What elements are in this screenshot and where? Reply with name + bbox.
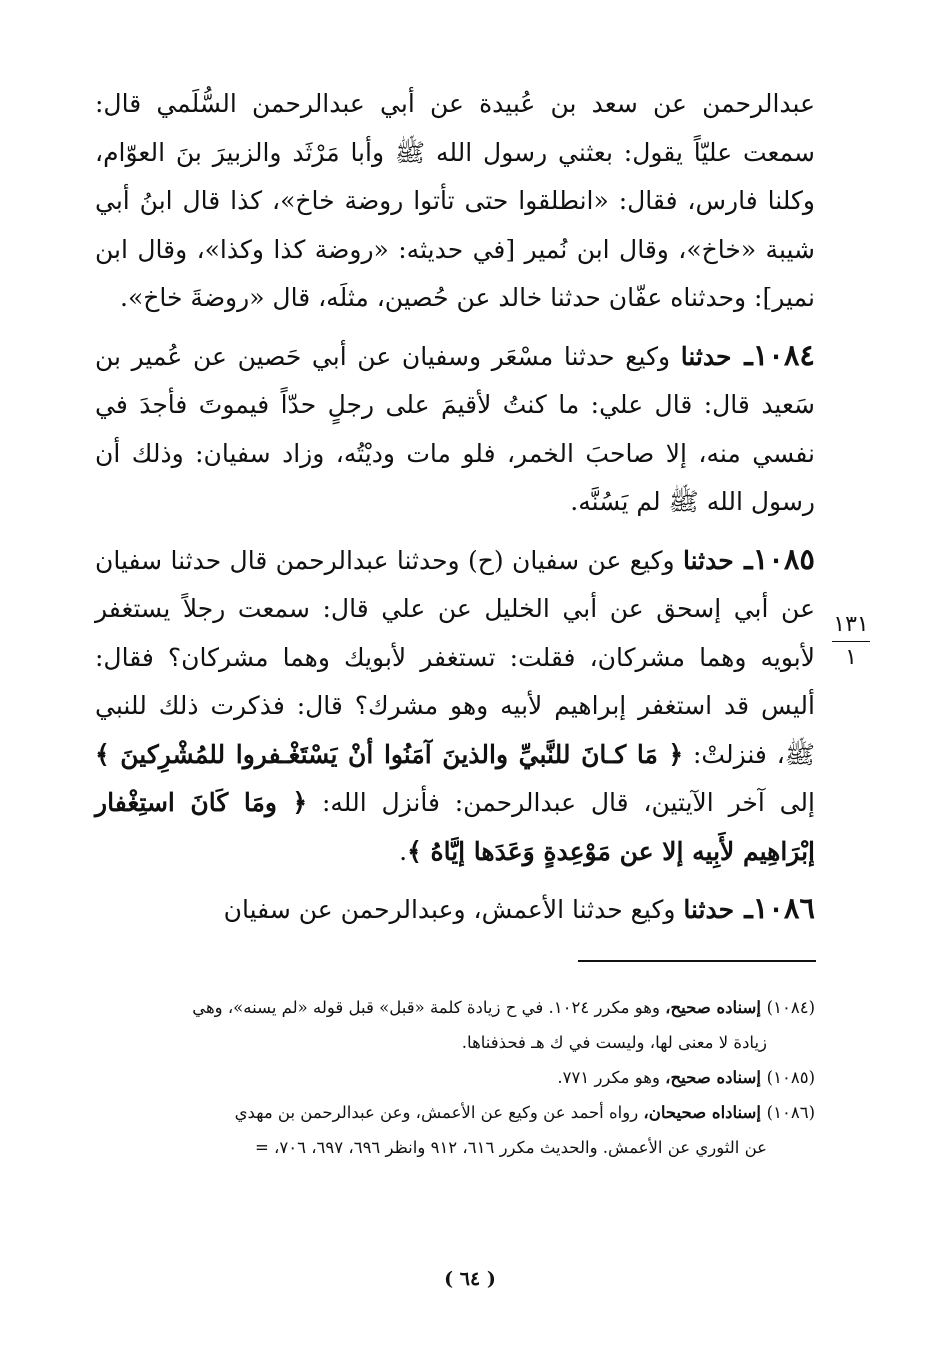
margin-page: ١ — [845, 645, 857, 670]
footnotes — [100, 990, 815, 1165]
intro-paragraph: عبدالرحمن عن سعد بن عُبيدة عن أبي عبدالرحمن السُّلَمي قال: سمعت عليّاً يقول: بعثني رسول الله ﷺ وأبا مَرْثَد والزبيرَ بنَ العوّام، وكلنا فارس، فقال: «انطلقوا حتى تأتوا روضة خاخ»، كذا قال ابنُ أبي شيبة «خاخ»، وقال ابن نُمير [في حديثه: «روضة كذا وكذا»، وقال ابن نمير]: وحدثناه عفّان حدثنا خالد عن حُصين، مثلَه، قال «روضةَ خاخ». — [95, 89, 815, 312]
margin-reference — [826, 612, 876, 671]
footnote-text: رواه أحمد عن وكيع عن الأعمش، وعن عبدالرحمن بن مهدي — [234, 1103, 644, 1122]
footnote-ref: (١٠٨٥) — [766, 1068, 815, 1087]
footnote-ref: (١٠٨٤) — [766, 998, 815, 1017]
quran-verse-2: ﴿ ومَا كَانَ استِغْفار إبْرَاهِيم لأَبِيه إلا عن مَوْعِدةٍ وَعَدَها إيَّاهُ ﴾ — [95, 788, 815, 866]
hadith-number: ١٠٨٦ — [752, 891, 815, 925]
hadith-number: ١٠٨٤ — [752, 337, 816, 372]
footnote-1084 — [100, 990, 815, 1060]
quran-verse-1: ﴿ مَا كـانَ للنَّبيِّ والذينَ آمَنُوا أنْ يَسْتَغْـفروا للمُشْرِكينَ ﴾ — [95, 739, 684, 769]
hadith-number: ١٠٨٥ — [752, 541, 815, 576]
footnote-grading: إسناده صحيح، — [665, 1068, 767, 1087]
hadith-text: وكيع عن سفيان (ح) وحدثنا عبدالرحمن قال حدثنا سفيان عن أبي إسحق عن أبي الخليل عن علي قال: سمعت رجلاً يستغفر لأبويه وهما مشركان، فقلت: تستغفر لأبويك وهما مشركان؟ فقال: أليس قد استغفر إبراهيم لأبيه وهو مشرك؟ قال: فذكرت ذلك للنبي ﷺ، فنزلتْ: — [95, 545, 815, 769]
footnote-text: وهو مكرر ١٠٢٤. في ح زيادة كلمة «قبل» قبل قوله «لم يسنه»، وهي — [192, 998, 666, 1017]
footnote-1085 — [100, 1060, 815, 1095]
margin-rule — [832, 641, 870, 642]
footnote-1086 — [100, 1095, 815, 1165]
hadith-text-continued: إلى آخر الآيتين، قال عبدالرحمن: فأنزل الله: — [307, 788, 815, 817]
footnote-continuation: عن الثوري عن الأعمش. والحديث مكرر ٦١٦، ٩١٢ وانظر ٦٩٦، ٦٩٧، ٧٠٦، = — [254, 1138, 767, 1157]
hadith-text: وكيع حدثنا الأعمش، وعبدالرحمن عن سفيان — [223, 895, 684, 924]
hadith-keyword: حدثنا — [680, 341, 732, 371]
hadith-1086: ١٠٨٦ـ حدثنا وكيع حدثنا الأعمش، وعبدالرحمن عن سفيان — [223, 891, 815, 925]
hadith-text: وكيع حدثنا مسْعَر وسفيان عن أبي حَصين عن عُمير بن سَعيد قال: قال علي: ما كنتُ لأقيمَ على رجلٍ حدّاً فيموتَ فأجدَ في نفسي منه، إلا صاحبَ الخمر، فلو مات وديْتُه، وزاد سفيان: وذلك أن رسول الله ﷺ لم يَسُنَّه. — [95, 341, 815, 516]
footnote-grading: إسناده صحيح، — [665, 998, 767, 1017]
footnote-divider — [578, 960, 816, 962]
footnote-grading: إسناداه صحيحان، — [643, 1103, 767, 1122]
hadith-keyword: حدثنا — [682, 545, 734, 575]
page-number: ( ٦٤ ) — [444, 1268, 496, 1290]
hadith-keyword: حدثنا — [683, 895, 735, 924]
hadith-1084: ١٠٨٤ـ حدثنا وكيع حدثنا مسْعَر وسفيان عن أبي حَصين عن عُمير بن سَعيد قال: قال علي: ما كنتُ لأقيمَ على رجلٍ حدّاً فيموتَ فأجدَ في نفسي منه، إلا صاحبَ الخمر، فلو مات وديْتُه، وزاد سفيان: وذلك أن رسول الله ﷺ لم يَسُنَّه. — [95, 337, 816, 516]
main-text — [95, 80, 815, 935]
footnote-continuation: زيادة لا معنى لها، وليست في ك هـ فحذفناها. — [461, 1033, 767, 1052]
footnote-ref: (١٠٨٦) — [766, 1103, 815, 1122]
margin-volume: ١٣١ — [833, 612, 869, 637]
hadith-1085: ١٠٨٥ـ حدثنا وكيع عن سفيان (ح) وحدثنا عبدالرحمن قال حدثنا سفيان عن أبي إسحق عن أبي الخليل عن علي قال: سمعت رجلاً يستغفر لأبويه وهما مشركان، فقلت: تستغفر لأبويك وهما مشركان؟ فقال: أليس قد استغفر إبراهيم لأبيه وهو مشرك؟ قال: فذكرت ذلك للنبي ﷺ، فنزلتْ: ﴿ مَا كـانَ للنَّبيِّ والذينَ آمَنُوا أنْ يَسْتَغْـفروا للمُشْرِكينَ ﴾ إلى آخر الآيتين، قال عبدالرحمن: فأنزل الله: ﴿ ومَا كَانَ استِغْفار إبْرَاهِيم لأَبِيه إلا عن مَوْعِدةٍ وَعَدَها إيَّاهُ ﴾. — [95, 541, 815, 866]
footnote-text: وهو مكرر ٧٧١. — [557, 1068, 666, 1087]
hadith-text-end: . — [399, 836, 408, 866]
